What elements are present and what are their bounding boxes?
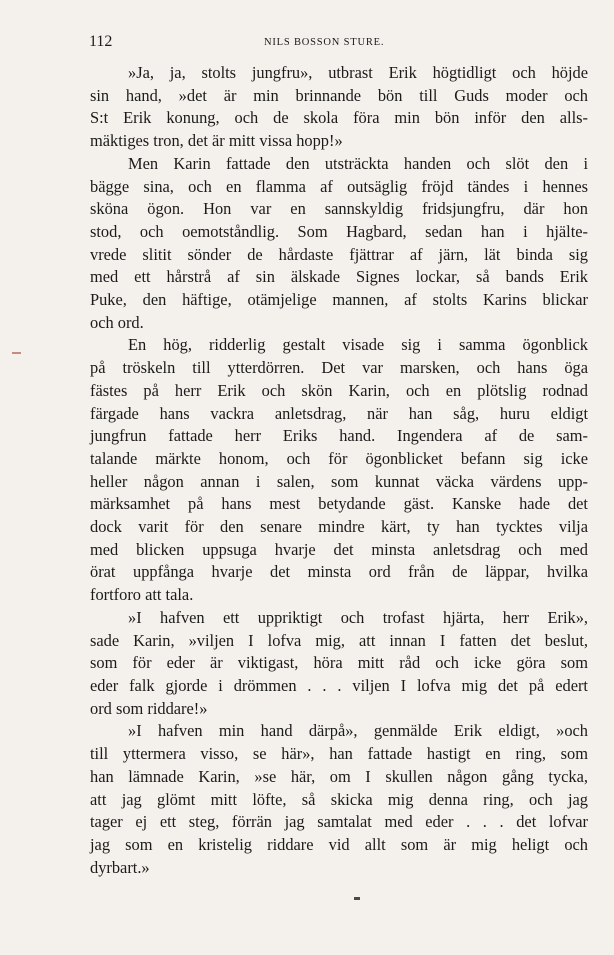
text-line: på tröskeln till ytterdörren. Det var marsken, och hans öga: [90, 358, 588, 378]
ink-mark: [354, 897, 360, 900]
text-line: vrede slitit sönder de hårdaste fjättrar af järn, lät binda sig: [90, 244, 588, 264]
running-head: NILS BOSSON STURE.: [264, 37, 385, 48]
text-line: färgade hans vackra anletsdrag, när han såg, huru eldigt: [90, 403, 588, 423]
page-number: 112: [89, 33, 113, 50]
text-line: Puke, den häftige, otämjelige mannen, af stolts Karins blickar: [90, 290, 588, 310]
text-line: ord som riddare!»: [90, 698, 208, 718]
text-line: örat uppfånga hvarje det minsta ord från de läppar, hvilka: [90, 562, 588, 582]
text-line: till yttermera visso, se här», han fattade hastigt en ring, som: [90, 744, 588, 764]
paragraph-5: [90, 720, 588, 879]
text-line: eder falk gjorde i drömmen . . . viljen I lofva mig det på edert: [90, 675, 588, 695]
text-line: med ett hårstrå af sin älskade Signes lockar, så bands Erik: [90, 267, 588, 287]
text-line: »I hafven min hand därpå», genmälde Erik eldigt, »och: [128, 721, 588, 741]
text-line: S:t Erik konung, och de skola föra min bön inför den alls-: [90, 108, 588, 128]
text-line: dyrbart.»: [90, 857, 150, 877]
body-text: [90, 62, 588, 879]
paragraph-4: [90, 607, 588, 721]
text-line: med blicken uppsuga hvarje det minsta anletsdrag och med: [90, 539, 588, 559]
text-line: som för eder är viktigast, höra mitt råd och icke göra som: [90, 653, 588, 673]
text-line: »I hafven ett uppriktigt och trofast hjärta, herr Erik»,: [128, 607, 588, 627]
text-line: bägge sina, och en flamma af outsäglig fröjd tändes i hennes: [90, 176, 588, 196]
text-line: fästes på herr Erik och skön Karin, och en plötslig rodnad: [90, 380, 588, 400]
text-line: talande märkte honom, och för ögonblicket befann sig icke: [90, 448, 588, 468]
paragraph-1: [90, 62, 588, 153]
text-line: stod, och oemotståndlig. Som Hagbard, sedan han i hjälte-: [90, 221, 588, 241]
text-line: sade Karin, »viljen I lofva mig, att innan I fatten det beslut,: [90, 630, 588, 650]
text-line: jag som en kristelig riddare vid allt som är mig heligt och: [90, 834, 588, 854]
text-line: fortforo att tala.: [90, 585, 194, 605]
text-line: Men Karin fattade den utsträckta handen och slöt den i: [128, 153, 588, 173]
paragraph-2: [90, 153, 588, 335]
paragraph-3: [90, 334, 588, 606]
text-line: jungfrun fattade herr Eriks hand. Ingendera af de sam-: [90, 426, 588, 446]
text-line: sköna ögon. Hon var en sannskyldig fridsjungfru, där hon: [90, 199, 588, 219]
text-line: mäktiges tron, det är mitt vissa hopp!»: [90, 131, 343, 151]
margin-mark: [12, 352, 21, 354]
text-line: tager ej ett steg, förrän jag samtalat med eder . . . det lofvar: [90, 812, 588, 832]
text-line: att jag glömt mitt löfte, så skicka mig denna ring, och jag: [90, 789, 588, 809]
text-line: märksamhet på hans mest betydande gäst. Kanske hade det: [90, 494, 588, 514]
text-line: heller någon annan i salen, som kunnat väcka värdens upp-: [90, 471, 588, 491]
text-line: dock varit för den senare mindre kärt, ty han tycktes vilja: [90, 517, 588, 537]
text-line: En hög, ridderlig gestalt visade sig i samma ögonblick: [128, 335, 588, 355]
text-line: han lämnade Karin, »se här, om I skullen någon gång tycka,: [90, 766, 588, 786]
text-line: sin hand, »det är min brinnande bön till Guds moder och: [90, 85, 588, 105]
text-line: och ord.: [90, 312, 144, 332]
text-line: »Ja, ja, stolts jungfru», utbrast Erik högtidligt och höjde: [128, 63, 588, 82]
